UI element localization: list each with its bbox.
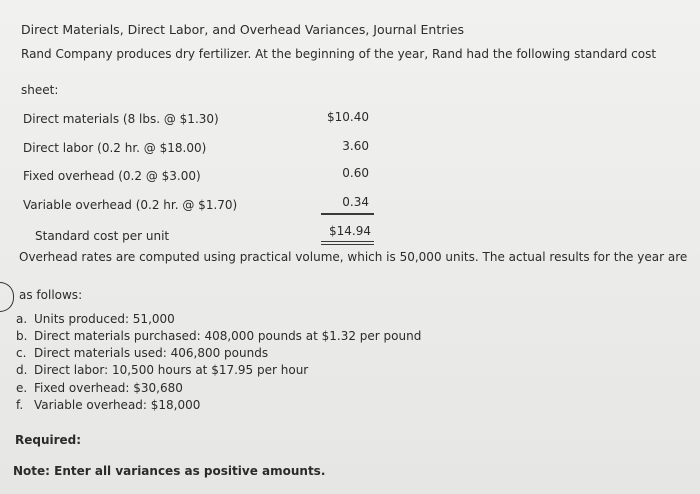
list-item-text: Direct labor: 10,500 hours at $17.95 per hour: [34, 363, 309, 377]
list-item-letter: d.: [16, 363, 28, 377]
cost-value-variable-overhead: 0.34: [342, 195, 369, 209]
list-item-letter: b.: [16, 329, 28, 343]
cost-value-direct-labor: 3.60: [342, 139, 369, 153]
list-item: [16, 346, 268, 360]
list-item: [16, 398, 200, 412]
cost-value-fixed-overhead: 0.60: [342, 166, 369, 180]
list-item-text: Fixed overhead: $30,680: [34, 381, 183, 395]
note-text: Note: Enter all variances as positive amounts.: [13, 464, 326, 478]
list-item-letter: a.: [16, 312, 28, 326]
list-item-text: Direct materials used: 406,800 pounds: [34, 346, 269, 360]
standard-cost-value: $14.94: [329, 224, 371, 238]
cost-label-variable-overhead: Variable overhead (0.2 hr. @ $1.70): [23, 198, 238, 212]
list-item-text: Units produced: 51,000: [34, 312, 175, 326]
cost-label-fixed-overhead: Fixed overhead (0.2 @ $3.00): [23, 169, 201, 183]
cost-label-direct-labor: Direct labor (0.2 hr. @ $18.00): [23, 141, 207, 155]
required-heading: Required:: [15, 433, 82, 447]
subtotal-rule: [321, 213, 374, 215]
intro-text-line-2: sheet:: [21, 83, 59, 97]
bracket-marker: [0, 282, 14, 312]
overhead-text-line-2: as follows:: [19, 288, 83, 302]
list-item: [16, 381, 183, 395]
list-item-text: Variable overhead: $18,000: [34, 398, 201, 412]
list-item: [16, 329, 421, 343]
problem-title: Direct Materials, Direct Labor, and Overhead Variances, Journal Entries: [21, 22, 465, 37]
overhead-text-line-1: Overhead rates are computed using practical volume, which is 50,000 units. The actual results for the year are: [19, 250, 688, 264]
list-item-text: Direct materials purchased: 408,000 pounds at $1.32 per pound: [34, 329, 422, 343]
list-item-letter: e.: [16, 381, 28, 395]
cost-label-direct-materials: Direct materials (8 lbs. @ $1.30): [23, 112, 219, 126]
list-item-letter: c.: [16, 346, 27, 360]
intro-text-line-1: Rand Company produces dry fertilizer. At the beginning of the year, Rand had the following standard cost: [21, 47, 657, 61]
cost-value-direct-materials: $10.40: [327, 110, 369, 124]
standard-cost-label: Standard cost per unit: [35, 229, 170, 243]
list-item: [16, 312, 175, 326]
list-item-letter: f.: [16, 398, 24, 412]
list-item: [16, 363, 308, 377]
total-double-rule: [321, 241, 374, 245]
